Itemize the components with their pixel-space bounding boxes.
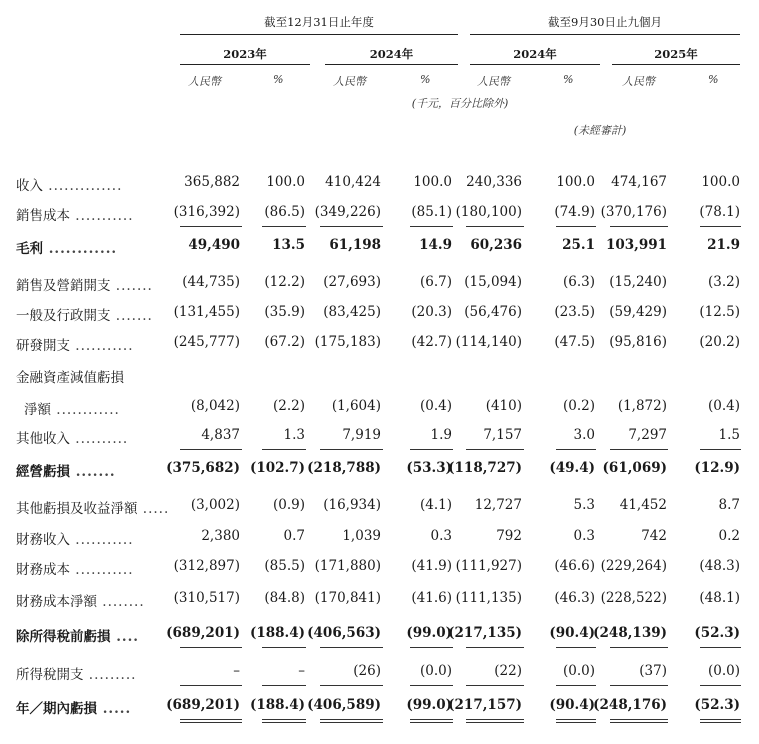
amount-cell: (26)	[353, 663, 381, 679]
amount-cell: 60,236	[470, 237, 522, 253]
percent-cell: (90.4)	[549, 625, 595, 641]
table-row	[0, 697, 759, 717]
row-label: 其他收入 ..........	[16, 431, 129, 447]
subtotal-rule	[700, 685, 741, 686]
percent-cell: (0.0)	[707, 663, 740, 679]
amount-cell: (180,100)	[455, 204, 522, 220]
percent-cell: 100.0	[266, 174, 305, 190]
percent-cell: 13.5	[272, 237, 305, 253]
subtotal-rule	[262, 449, 306, 450]
amount-cell: –	[233, 663, 240, 679]
subtotal-rule	[700, 226, 741, 227]
percent-cell: (6.3)	[562, 274, 595, 290]
percent-cell: (85.5)	[264, 558, 305, 574]
subtotal-rule	[320, 449, 383, 450]
amount-cell: (245,777)	[173, 334, 240, 350]
amount-cell: (375,682)	[166, 460, 240, 476]
amount-cell: (111,927)	[455, 558, 522, 574]
subtotal-rule	[320, 647, 383, 648]
amount-cell: (15,240)	[609, 274, 667, 290]
percent-cell: (47.5)	[554, 334, 595, 350]
percent-cell: 100.0	[701, 174, 740, 190]
percent-cell: 100.0	[413, 174, 452, 190]
table-row	[0, 663, 759, 683]
amount-cell: (61,069)	[602, 460, 667, 476]
percent-cell: (102.7)	[249, 460, 305, 476]
amount-cell: (171,880)	[314, 558, 381, 574]
subtotal-rule	[410, 647, 453, 648]
table-row	[0, 625, 759, 645]
year-2025-nine-months: 2025年	[654, 47, 698, 61]
percent-cell: (6.7)	[419, 274, 452, 290]
amount-cell: (22)	[494, 663, 522, 679]
percent-cell: (23.5)	[554, 304, 595, 320]
table-row	[0, 204, 759, 224]
percent-cell: (0.0)	[419, 663, 452, 679]
percent-cell: (99.0)	[406, 625, 452, 641]
amount-cell: (170,841)	[314, 590, 381, 606]
amount-cell: (217,135)	[448, 625, 522, 641]
row-label: 一般及行政開支 .......	[16, 308, 153, 324]
percent-cell: (0.2)	[562, 398, 595, 414]
amount-cell: (27,693)	[323, 274, 381, 290]
percent-cell: (4.1)	[419, 497, 452, 513]
amount-cell: 742	[641, 528, 667, 544]
row-label: 淨額 ............	[24, 402, 120, 418]
amount-cell: (8,042)	[190, 398, 240, 414]
amount-cell: (95,816)	[609, 334, 667, 350]
amount-cell: (1,872)	[617, 398, 667, 414]
table-row	[0, 497, 759, 517]
total-double-rule	[556, 719, 596, 720]
percent-cell: 5.3	[573, 497, 595, 513]
amount-cell: 1,039	[342, 528, 381, 544]
percent-cell: (0.4)	[707, 398, 740, 414]
percent-cell: (52.3)	[694, 625, 740, 641]
percent-cell: (41.9)	[411, 558, 452, 574]
subtotal-rule	[262, 685, 306, 686]
unit-note: (千元，百分比除外)	[411, 97, 509, 110]
group2-title: 截至9月30日止九個月	[548, 15, 662, 29]
col-pct-4: %	[708, 73, 719, 86]
total-double-rule	[410, 722, 453, 723]
amount-cell: (218,788)	[307, 460, 381, 476]
amount-cell: (44,735)	[182, 274, 240, 290]
total-double-rule	[610, 719, 668, 720]
row-label: 銷售及營銷開支 .......	[16, 278, 153, 294]
amount-cell: (56,476)	[464, 304, 522, 320]
percent-cell: (35.9)	[264, 304, 305, 320]
group2-rule	[470, 34, 740, 35]
percent-cell: (42.7)	[411, 334, 452, 350]
amount-cell: (118,727)	[448, 460, 522, 476]
amount-cell: 12,727	[474, 497, 522, 513]
percent-cell: (48.3)	[699, 558, 740, 574]
table-row	[0, 460, 759, 480]
amount-cell: 103,991	[605, 237, 667, 253]
table-row	[0, 274, 759, 294]
percent-cell: (0.4)	[419, 398, 452, 414]
subtotal-rule	[262, 226, 306, 227]
subtotal-rule	[180, 647, 242, 648]
amount-cell: (114,140)	[455, 334, 522, 350]
col-pct-1: %	[273, 73, 284, 86]
amount-cell: (406,563)	[307, 625, 381, 641]
percent-cell: (52.3)	[694, 697, 740, 713]
amount-cell: 365,882	[184, 174, 240, 190]
percent-cell: (12.5)	[699, 304, 740, 320]
amount-cell: (131,455)	[173, 304, 240, 320]
percent-cell: (46.6)	[554, 558, 595, 574]
col-pct-3: %	[563, 73, 574, 86]
table-row	[0, 174, 759, 194]
total-double-rule	[180, 719, 242, 720]
amount-cell: (228,522)	[600, 590, 667, 606]
total-double-rule	[410, 719, 453, 720]
amount-cell: (349,226)	[314, 204, 381, 220]
subtotal-rule	[410, 226, 453, 227]
amount-cell: (310,517)	[173, 590, 240, 606]
percent-cell: (0.9)	[272, 497, 305, 513]
amount-cell: 61,198	[329, 237, 381, 253]
total-double-rule	[700, 722, 741, 723]
percent-cell: (99.0)	[406, 697, 452, 713]
total-double-rule	[320, 719, 383, 720]
percent-cell: 3.0	[573, 427, 595, 443]
percent-cell: (20.2)	[699, 334, 740, 350]
row-label: 收入 ..............	[16, 178, 123, 194]
row-label: 除所得稅前虧損 ....	[16, 629, 139, 645]
percent-cell: 0.3	[430, 528, 452, 544]
total-double-rule	[466, 722, 524, 723]
percent-cell: 0.2	[718, 528, 740, 544]
amount-cell: (248,176)	[593, 697, 667, 713]
subtotal-rule	[466, 226, 524, 227]
amount-cell: 41,452	[619, 497, 667, 513]
col-rmb-3: 人民幣	[477, 75, 510, 88]
percent-cell: (53.3)	[406, 460, 452, 476]
amount-cell: (15,094)	[464, 274, 522, 290]
percent-cell: (12.9)	[694, 460, 740, 476]
subtotal-rule	[180, 449, 242, 450]
subtotal-rule	[466, 449, 524, 450]
subtotal-rule	[180, 226, 242, 227]
percent-cell: (86.5)	[264, 204, 305, 220]
percent-cell: (90.4)	[549, 697, 595, 713]
subtotal-rule	[320, 685, 383, 686]
amount-cell: (410)	[485, 398, 522, 414]
amount-cell: (406,589)	[307, 697, 381, 713]
percent-cell: (3.2)	[707, 274, 740, 290]
percent-cell: (20.3)	[411, 304, 452, 320]
amount-cell: (37)	[639, 663, 667, 679]
table-row	[0, 590, 759, 610]
total-double-rule	[320, 722, 383, 723]
amount-cell: (217,157)	[448, 697, 522, 713]
subtotal-rule	[410, 685, 453, 686]
subtotal-rule	[610, 647, 668, 648]
amount-cell: 7,297	[628, 427, 667, 443]
subtotal-rule	[610, 685, 668, 686]
group1-title: 截至12月31日止年度	[264, 15, 374, 29]
amount-cell: 7,157	[483, 427, 522, 443]
amount-cell: (1,604)	[331, 398, 381, 414]
percent-cell: (84.8)	[264, 590, 305, 606]
row-label: 毛利 ............	[16, 241, 118, 257]
percent-cell: 14.9	[419, 237, 452, 253]
percent-cell: 21.9	[707, 237, 740, 253]
amount-cell: 410,424	[325, 174, 381, 190]
year-2024-nine-months: 2024年	[513, 47, 557, 61]
total-double-rule	[610, 722, 668, 723]
year-rule-1	[180, 64, 310, 65]
unaudited-note: (未經審計)	[573, 124, 627, 137]
year-2023: 2023年	[223, 47, 267, 61]
amount-cell: (312,897)	[173, 558, 240, 574]
amount-cell: (111,135)	[455, 590, 522, 606]
row-label: 年／期內虧損 .....	[16, 701, 132, 717]
percent-cell: 0.3	[573, 528, 595, 544]
table-row	[0, 558, 759, 578]
percent-cell: 25.1	[562, 237, 595, 253]
table-row	[0, 304, 759, 324]
percent-cell: 8.7	[718, 497, 740, 513]
amount-cell: (83,425)	[323, 304, 381, 320]
amount-cell: 4,837	[201, 427, 240, 443]
row-label: 金融資產減值虧損	[16, 370, 124, 386]
percent-cell: 0.7	[283, 528, 305, 544]
percent-cell: (41.6)	[411, 590, 452, 606]
amount-cell: (248,139)	[593, 625, 667, 641]
amount-cell: 49,490	[188, 237, 240, 253]
percent-cell: (12.2)	[264, 274, 305, 290]
subtotal-rule	[320, 226, 383, 227]
row-label: 所得稅開支 .........	[16, 667, 137, 683]
col-rmb-2: 人民幣	[333, 75, 366, 88]
subtotal-rule	[556, 226, 596, 227]
subtotal-rule	[180, 685, 242, 686]
total-double-rule	[262, 719, 306, 720]
amount-cell: (316,392)	[173, 204, 240, 220]
subtotal-rule	[700, 449, 741, 450]
percent-cell: (188.4)	[249, 697, 305, 713]
row-label: 財務成本淨額 ........	[16, 594, 145, 610]
subtotal-rule	[556, 647, 596, 648]
amount-cell: 2,380	[201, 528, 240, 544]
col-pct-2: %	[420, 73, 431, 86]
total-double-rule	[180, 722, 242, 723]
year-2024: 2024年	[369, 47, 414, 61]
table-row	[0, 528, 759, 548]
row-label: 財務收入 ...........	[16, 532, 134, 548]
subtotal-rule	[556, 685, 596, 686]
percent-cell: 1.9	[430, 427, 452, 443]
subtotal-rule	[610, 449, 668, 450]
table-row	[0, 366, 759, 386]
percent-cell: (48.1)	[699, 590, 740, 606]
row-label: 銷售成本 ...........	[16, 208, 134, 224]
col-rmb-1: 人民幣	[188, 75, 221, 88]
table-row	[0, 427, 759, 447]
total-double-rule	[466, 719, 524, 720]
percent-cell: (49.4)	[549, 460, 595, 476]
subtotal-rule	[466, 685, 524, 686]
amount-cell: (175,183)	[314, 334, 381, 350]
table-row	[0, 398, 759, 418]
amount-cell: (59,429)	[609, 304, 667, 320]
table-row	[0, 237, 759, 257]
amount-cell: (229,264)	[600, 558, 667, 574]
percent-cell: (2.2)	[272, 398, 305, 414]
amount-cell: 240,336	[466, 174, 522, 190]
subtotal-rule	[610, 226, 668, 227]
percent-cell: (0.0)	[562, 663, 595, 679]
subtotal-rule	[262, 647, 306, 648]
amount-cell: 792	[496, 528, 522, 544]
subtotal-rule	[700, 647, 741, 648]
row-label: 其他虧損及收益淨額 .....	[16, 501, 170, 517]
percent-cell: (74.9)	[554, 204, 595, 220]
subtotal-rule	[410, 449, 453, 450]
total-double-rule	[262, 722, 306, 723]
amount-cell: (16,934)	[323, 497, 381, 513]
row-label: 經營虧損 .......	[16, 464, 116, 480]
amount-cell: 474,167	[611, 174, 667, 190]
percent-cell: (85.1)	[411, 204, 452, 220]
amount-cell: 7,919	[342, 427, 381, 443]
subtotal-rule	[466, 647, 524, 648]
percent-cell: (67.2)	[264, 334, 305, 350]
total-double-rule	[700, 719, 741, 720]
year-rule-2	[325, 64, 458, 65]
amount-cell: (689,201)	[166, 625, 240, 641]
amount-cell: (689,201)	[166, 697, 240, 713]
percent-cell: 100.0	[556, 174, 595, 190]
percent-cell: 1.3	[283, 427, 305, 443]
percent-cell: (46.3)	[554, 590, 595, 606]
amount-cell: (370,176)	[600, 204, 667, 220]
percent-cell: (78.1)	[699, 204, 740, 220]
percent-cell: –	[298, 663, 305, 679]
percent-cell: 1.5	[718, 427, 740, 443]
row-label: 財務成本 ...........	[16, 562, 134, 578]
table-row	[0, 334, 759, 354]
col-rmb-4: 人民幣	[622, 75, 655, 88]
subtotal-rule	[556, 449, 596, 450]
total-double-rule	[556, 722, 596, 723]
year-rule-3	[470, 64, 600, 65]
amount-cell: (3,002)	[190, 497, 240, 513]
percent-cell: (188.4)	[249, 625, 305, 641]
row-label: 研發開支 ...........	[16, 338, 134, 354]
year-rule-4	[612, 64, 740, 65]
group1-rule	[180, 34, 458, 35]
